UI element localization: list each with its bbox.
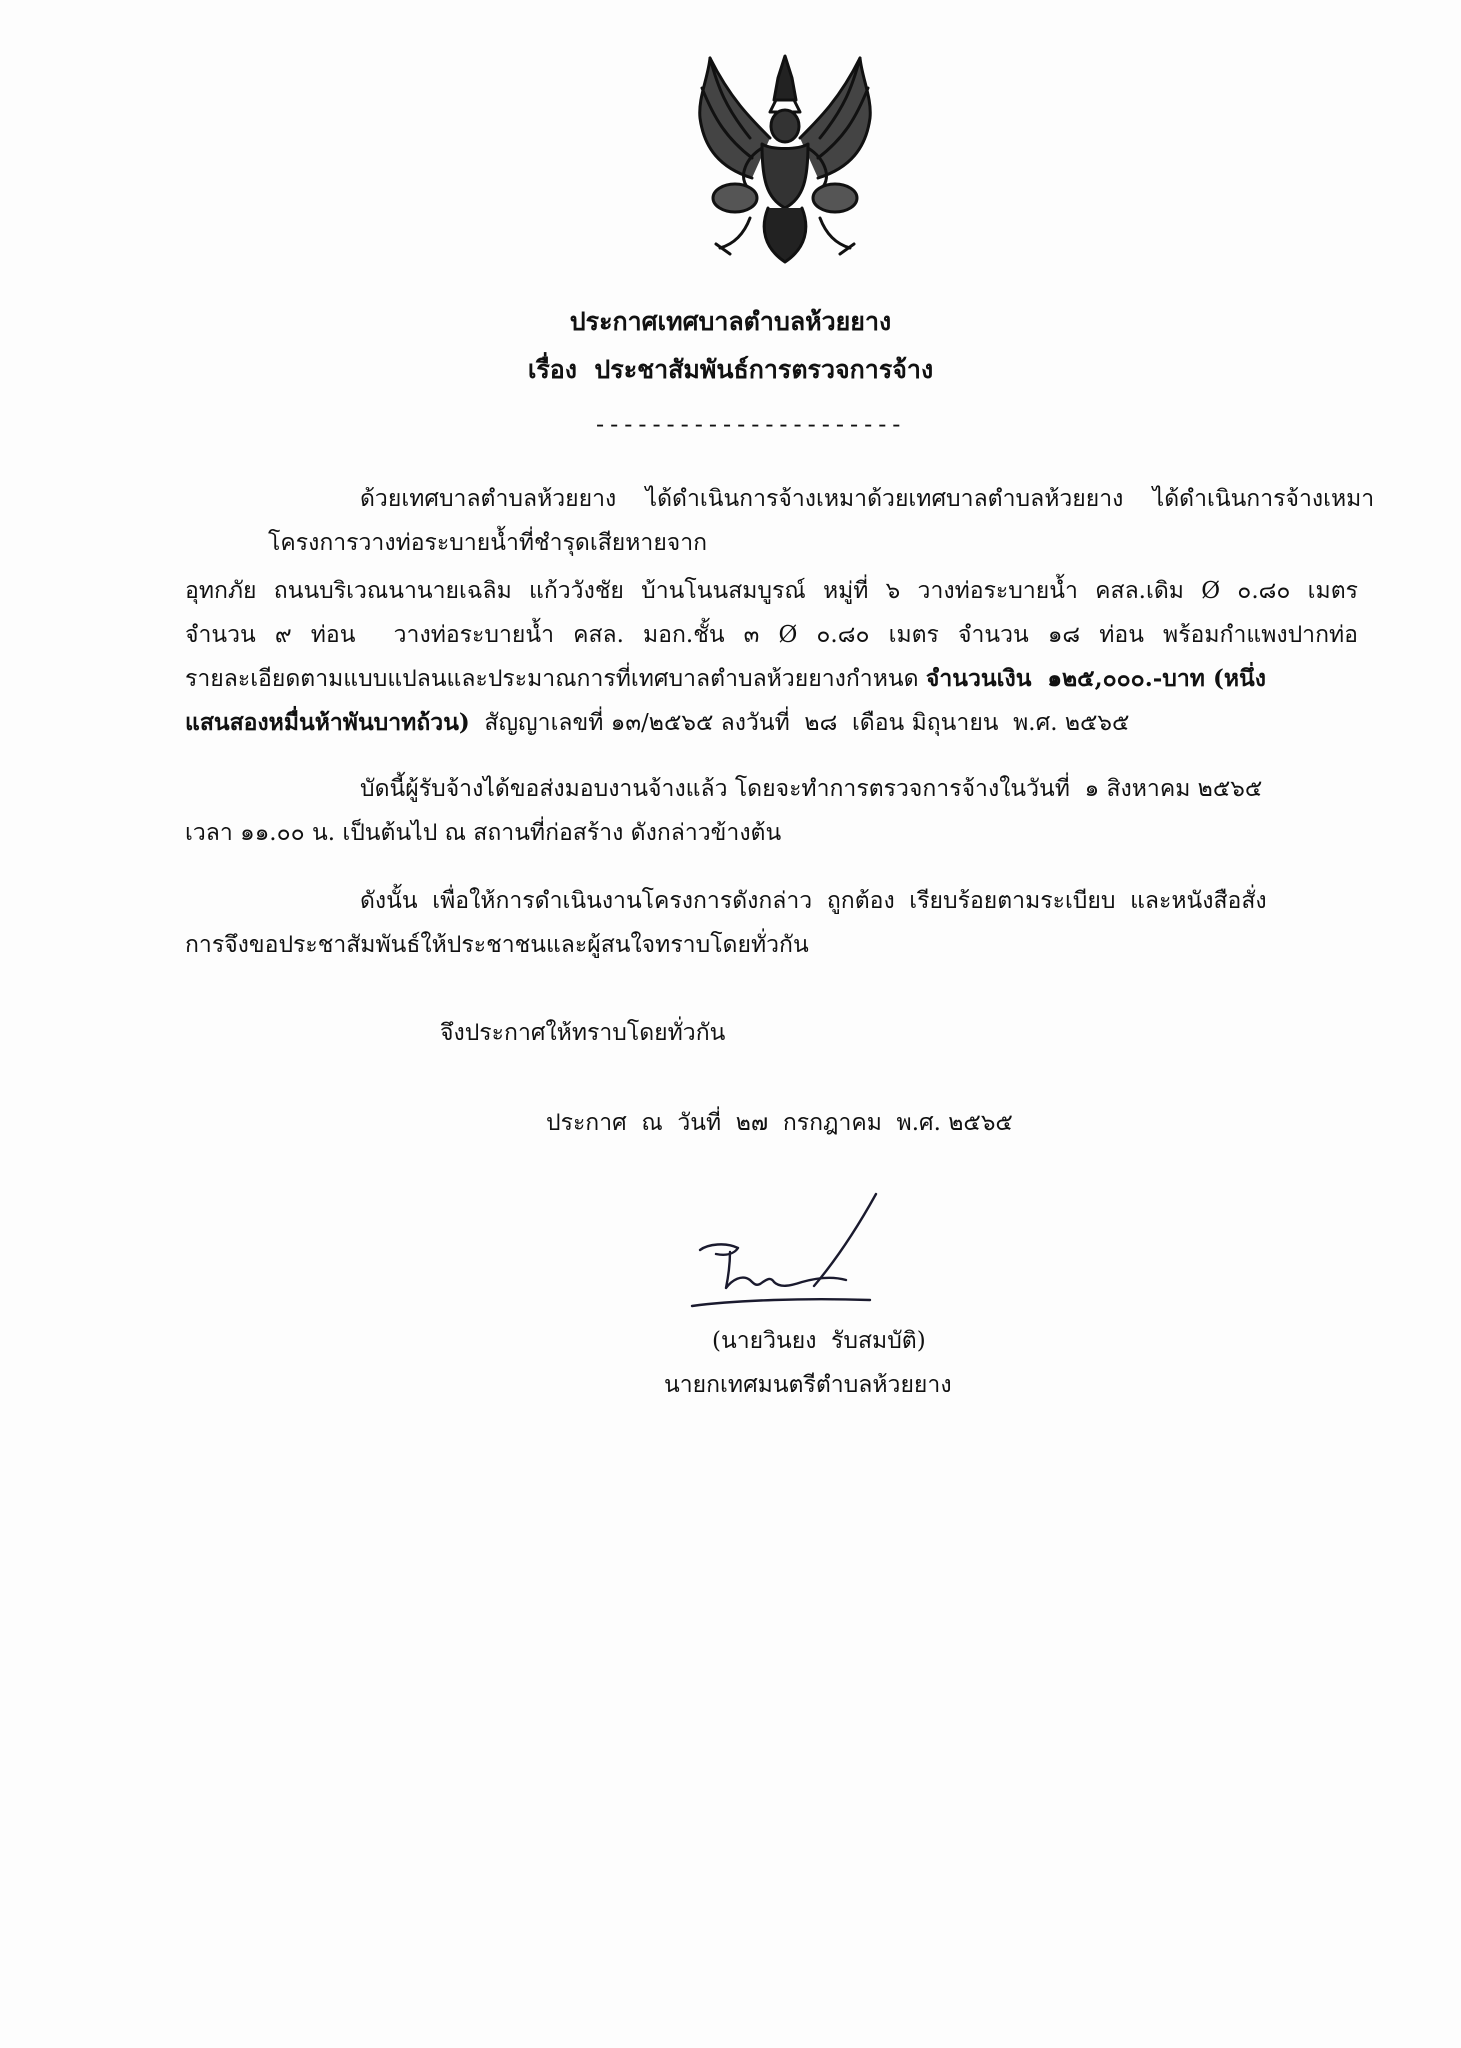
paragraph1-line5-text: รายละเอียดตามแบบแปลนและประมาณการที่เทศบาลตำบลห้วยยางกำหนด xyxy=(185,666,926,692)
announcement-date: ประกาศ ณ วันที่ ๒๗ กรกฎาคม พ.ศ. ๒๕๖๕ xyxy=(546,1110,1013,1136)
paragraph1-line3: อุทกภัย ถนนบริเวณนานายเฉลิม แก้ววังชัย บ้านโนนสมบูรณ์ หมู่ที่ ๖ วางท่อระบายน้ำ คสล.เดิม Ø ๐.๘๐ เมตร xyxy=(185,578,1358,604)
document-subject: เรื่อง ประชาสัมพันธ์การตรวจการจ้าง xyxy=(527,355,934,384)
closing-statement: จึงประกาศให้ทราบโดยทั่วกัน xyxy=(440,1020,726,1046)
signer-title: นายกเทศมนตรีตำบลห้วยยาง xyxy=(664,1372,952,1398)
handwritten-signature xyxy=(686,1190,896,1320)
contract-amount: จำนวนเงิน ๑๒๕,๐๐๐.-บาท (หนึ่ง xyxy=(925,665,1266,692)
paragraph1-line6 xyxy=(185,708,1129,738)
garuda-emblem-icon xyxy=(690,48,880,270)
signer-name: (นายวินยง รับสมบัติ) xyxy=(712,1328,926,1354)
paragraph3-line1: ดังนั้น เพื่อให้การดำเนินงานโครงการดังกล่าว ถูกต้อง เรียบร้อยตามระเบียบ และหนังสือสั่ง xyxy=(360,888,1267,914)
paragraph1-line4: จำนวน ๙ ท่อน วางท่อระบายน้ำ คสล. มอก.ชั้น ๓ Ø ๐.๘๐ เมตร จำนวน ๑๘ ท่อน พร้อมกำแพงปากท่อ xyxy=(185,622,1358,648)
contract-amount-words: แสนสองหมื่นห้าพันบาทถ้วน) xyxy=(185,709,470,736)
paragraph1-line2: โครงการวางท่อระบายน้ำที่ชำรุดเสียหายจาก xyxy=(268,530,708,556)
paragraph1-line5 xyxy=(185,664,1358,694)
paragraph2-line2: เวลา ๑๑.๐๐ น. เป็นต้นไป ณ สถานที่ก่อสร้าง ดังกล่าวข้างต้น xyxy=(185,820,782,846)
paragraph1-line1: ด้วยเทศบาลตำบลห้วยยาง ได้ดำเนินการจ้างเหมาด้วยเทศบาลตำบลห้วยยาง ได้ดำเนินการจ้างเหมา xyxy=(360,486,1375,512)
contract-reference: สัญญาเลขที่ ๑๓/๒๕๖๕ ลงวันที่ ๒๘ เดือน มิถุนายน พ.ศ. ๒๕๖๕ xyxy=(469,710,1130,736)
title-separator: ---------------------- xyxy=(596,410,907,438)
paragraph3-line2: การจึงขอประชาสัมพันธ์ให้ประชาชนและผู้สนใจทราบโดยทั่วกัน xyxy=(185,932,809,958)
document-title: ประกาศเทศบาลตำบลห้วยยาง xyxy=(569,307,892,336)
paragraph2-line1: บัดนี้ผู้รับจ้างได้ขอส่งมอบงานจ้างแล้ว โดยจะทำการตรวจการจ้างในวันที่ ๑ สิงหาคม ๒๕๖๕ xyxy=(360,776,1263,802)
